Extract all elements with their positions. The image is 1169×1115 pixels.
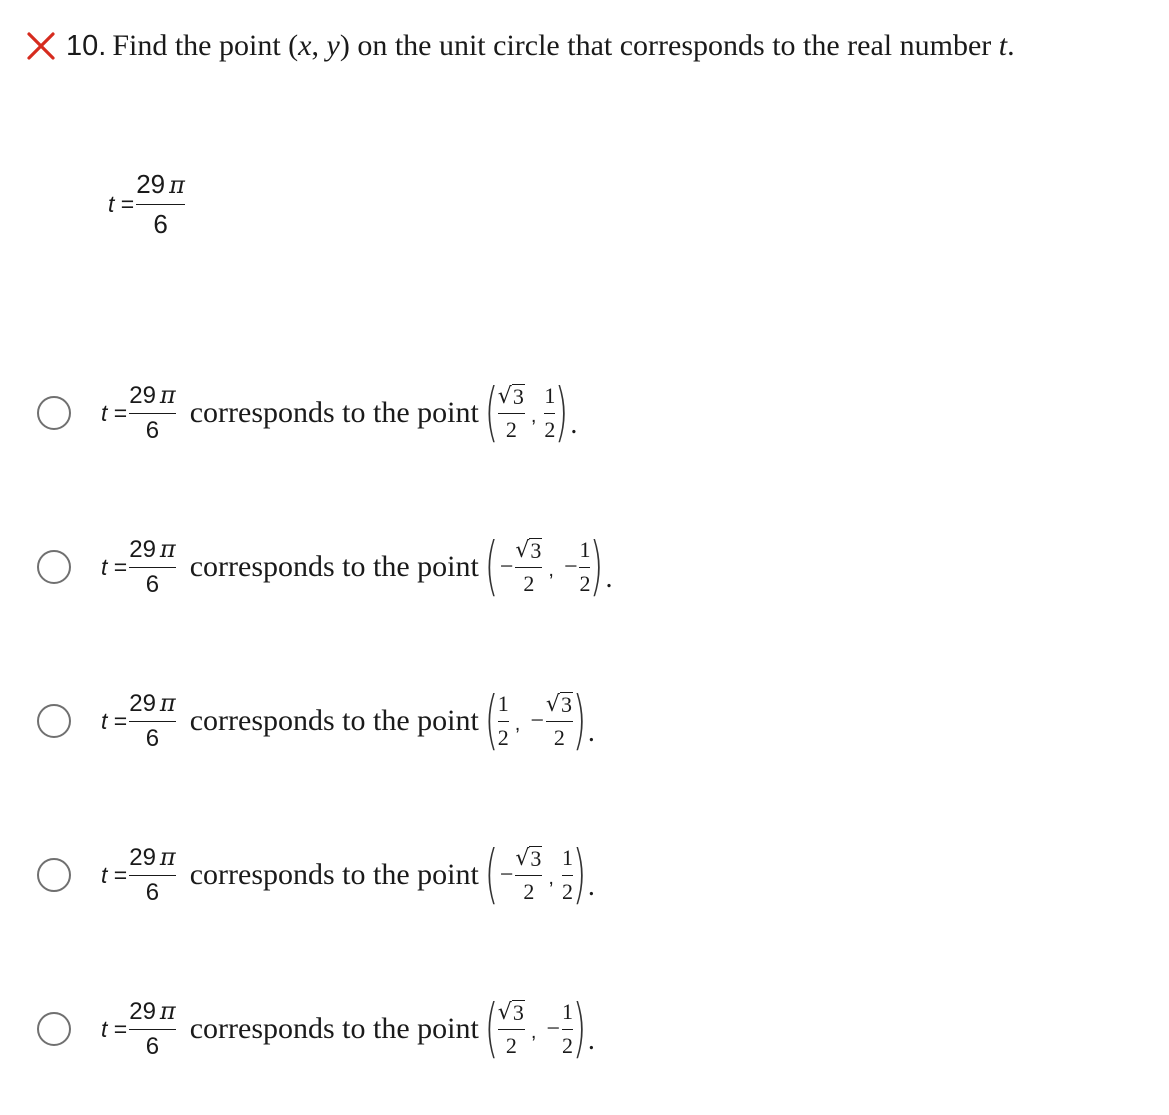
coordinate-fraction: $\frac{1}{2}$: [561, 845, 573, 904]
coordinate-fraction: √ 3 2: [515, 538, 542, 596]
given-expression: [108, 170, 185, 238]
comma-separator: ,: [530, 1020, 537, 1043]
right-paren: ): [590, 530, 604, 604]
t-equals-label: t =: [101, 553, 128, 580]
point-expression: [484, 684, 595, 758]
sqrt-expression: √ 3: [497, 384, 524, 410]
t-fraction: $\frac{29 \pi}{6}$: [129, 380, 176, 444]
radio-button[interactable]: [37, 1012, 71, 1046]
option-phrase: corresponds to the point: [189, 858, 479, 891]
t-fraction: $\frac{29 \pi}{6}$: [129, 996, 176, 1060]
period: .: [587, 717, 595, 748]
radio-button[interactable]: [37, 550, 71, 584]
option-phrase: corresponds to the point: [189, 396, 479, 429]
radical-icon: √: [515, 538, 530, 564]
period: .: [587, 1025, 595, 1056]
sqrt-expression: √ 3: [545, 692, 572, 718]
coordinate: [498, 1000, 525, 1057]
coordinate: [498, 384, 525, 441]
radical-icon: √: [497, 384, 512, 410]
coordinate-fraction: √ 3 2: [515, 846, 542, 904]
t-fraction: $\frac{29 \pi}{6}$: [129, 688, 176, 752]
coordinate: [498, 538, 543, 595]
radio-button[interactable]: [37, 396, 71, 430]
right-paren: ): [572, 838, 587, 912]
radical-icon: √: [515, 846, 530, 872]
option-expression: [101, 838, 595, 912]
minus-sign: −: [499, 553, 514, 580]
minus-sign: −: [499, 861, 514, 888]
sqrt-expression: √ 3: [515, 846, 542, 872]
coordinate: [498, 846, 543, 903]
point-expression: [484, 992, 595, 1066]
comma-separator: ,: [548, 558, 554, 581]
left-paren: (: [484, 992, 499, 1066]
radio-button[interactable]: [37, 704, 71, 738]
answer-option[interactable]: [37, 989, 595, 1069]
comma-separator: ,: [514, 712, 521, 735]
period: .: [587, 871, 595, 902]
x-mark-icon: [26, 31, 56, 61]
left-paren: (: [484, 530, 499, 604]
right-paren: ): [572, 684, 587, 758]
option-phrase: corresponds to the point: [189, 704, 479, 737]
t-fraction: $\frac{29 \pi}{6}$: [136, 169, 185, 239]
coordinate: [562, 846, 573, 903]
answer-option[interactable]: [37, 527, 612, 607]
coordinate: [498, 692, 509, 749]
option-phrase: corresponds to the point: [189, 1012, 479, 1045]
right-paren: ): [572, 992, 587, 1066]
t-equals-label: t =: [101, 1015, 128, 1042]
coordinate-fraction: √ 3 2: [545, 692, 572, 750]
period: .: [570, 409, 578, 440]
minus-sign: −: [563, 553, 578, 580]
coordinate-fraction: $\frac{1}{2}$: [544, 383, 556, 442]
answer-option[interactable]: [37, 681, 595, 761]
right-paren: ): [555, 376, 569, 450]
radical-icon: √: [545, 692, 560, 718]
question-text: Find the point (x, y) on the unit circle that corresponds to the real number t.: [112, 29, 1015, 62]
sqrt-expression: √ 3: [497, 1000, 524, 1026]
minus-sign: −: [546, 1015, 560, 1042]
option-expression: [101, 530, 613, 604]
t-equals-label: t =: [101, 861, 128, 888]
coordinate-fraction: $\frac{1}{2}$: [561, 999, 573, 1058]
period: .: [605, 563, 613, 594]
minus-sign: −: [530, 707, 544, 734]
coordinate-fraction: $\frac{1}{2}$: [497, 691, 509, 750]
option-expression: [101, 376, 578, 450]
radio-button[interactable]: [37, 858, 71, 892]
t-equals-label: t =: [101, 707, 128, 734]
t-fraction: $\frac{29 \pi}{6}$: [129, 534, 176, 598]
left-paren: (: [484, 376, 499, 450]
radical-icon: √: [497, 1000, 512, 1026]
t-equals-label: t =: [108, 190, 135, 217]
answer-option[interactable]: [37, 835, 595, 915]
coordinate-fraction: √ 3 2: [497, 1000, 524, 1058]
coordinate: [544, 1000, 573, 1057]
point-expression: [484, 376, 578, 450]
left-paren: (: [484, 684, 499, 758]
sqrt-expression: √ 3: [515, 538, 542, 564]
comma-separator: ,: [548, 866, 554, 889]
option-expression: [101, 992, 595, 1066]
left-paren: (: [484, 838, 499, 912]
answer-option[interactable]: [37, 373, 577, 453]
coordinate-fraction: $\frac{1}{2}$: [579, 537, 591, 596]
t-fraction: $\frac{29 \pi}{6}$: [129, 842, 176, 906]
point-expression: [484, 838, 595, 912]
question-number: 10.: [66, 29, 107, 62]
question-header: [26, 26, 1015, 66]
option-expression: [101, 684, 595, 758]
coordinate: [528, 692, 573, 749]
option-phrase: corresponds to the point: [189, 550, 479, 583]
point-expression: [484, 530, 613, 604]
coordinate-fraction: √ 3 2: [497, 384, 524, 442]
coordinate: [562, 538, 591, 595]
t-equals-label: t =: [101, 399, 128, 426]
comma-separator: ,: [530, 404, 537, 427]
